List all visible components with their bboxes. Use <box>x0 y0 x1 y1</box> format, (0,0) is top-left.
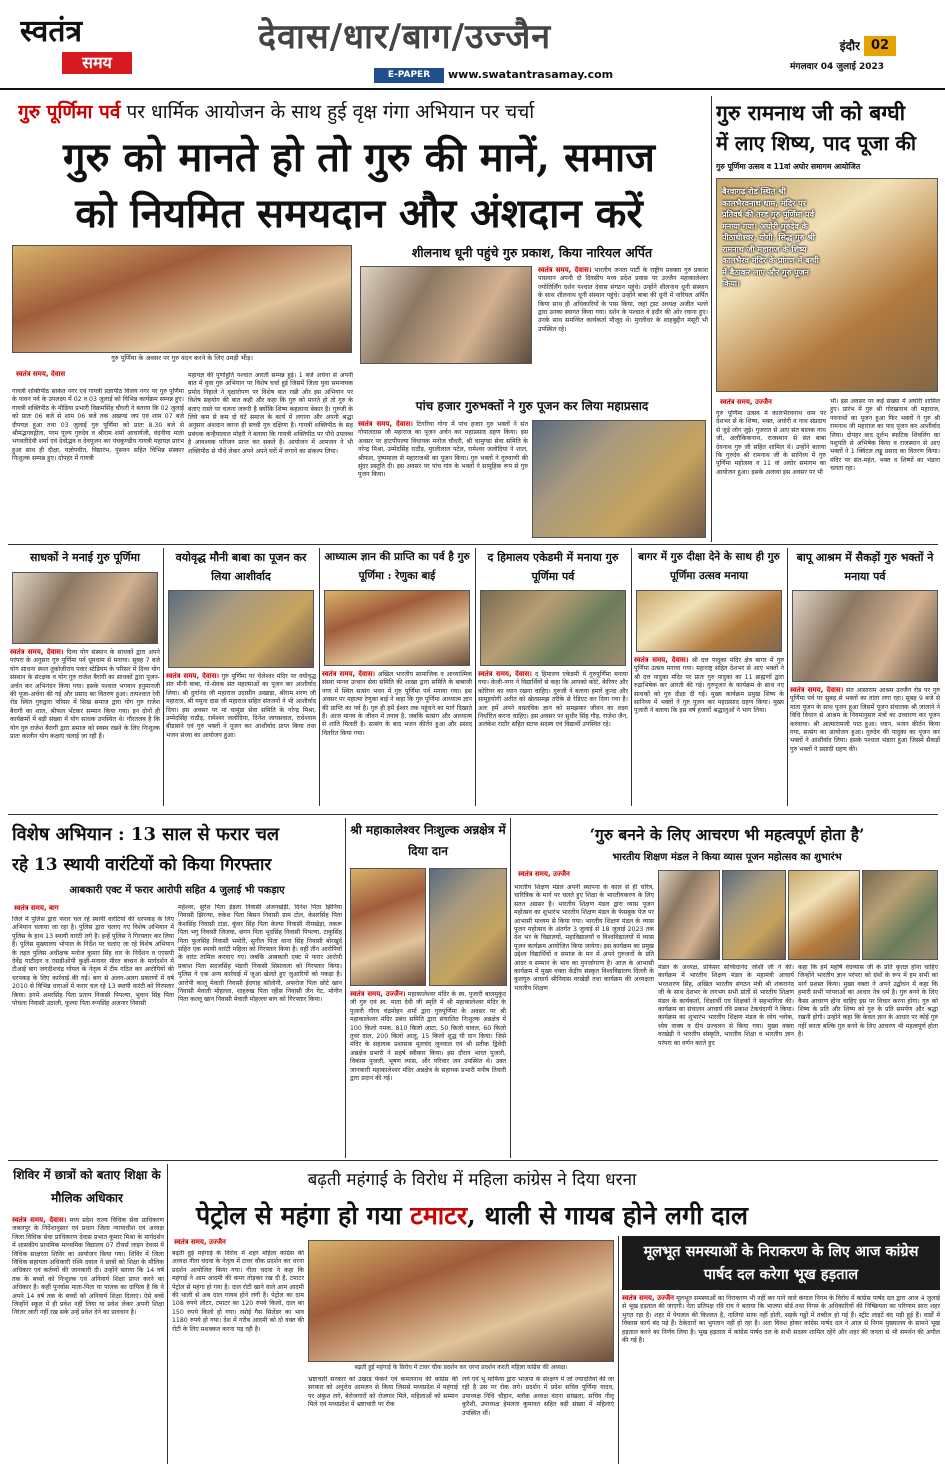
hadtal-title: मूलभूत समस्याओं के निराकरण के लिए आज कांग्रेस पार्षद दल करेगा भूख हड़ताल <box>643 1243 919 1283</box>
strip-1-byline: स्वतंत्र समय, देवास। <box>10 648 64 656</box>
acharan-photo-4 <box>862 870 938 960</box>
lead-body-2: महायज्ञ की पूर्णाहुति पश्चात आरती सम्पन्न हुई। 1 बजे अर्चना से अपनी बात में युवा गुरु अभियान पर विशेष चर्चा हुई जिसमें जिला युवा समन्वयक प्रमोद निहाले ने वृक्षारोपण पर विशेष बात रखी और इस अभियान पर विशेष सहयोग की बात कही और कहा कि गुरु को मानते हो तो गुरु के बताए रास्ते पर चलना जरूरी है क्योंकि शिष्य कहलाना बेकार है। गुरुजी के लिये कम से कम दो घंटे समाज के कार्य में लगाना और अपनी श्रद्धा अनुसार अंशदान करना ही सच्ची गुरु दक्षिणा है। गायत्री शक्तिपीठ के सह प्रबंधक कन्हैयालाल मोहरी ने बताया कि गायत्री शक्तिपीठ पर पौधे उपलब्ध है आवश्यक परिजन प्राप्त कर सकते हैं। आयोजन में आमजन ने भी शक्तिपीठ से पौधे लेकर अपने अपने घरों में लगाने का संकल्प लिया। <box>188 372 353 455</box>
strip-4-text: द हिमालय एकेडमी में गुरुपूर्णिमा मनाया गया। केजी-नगर ने विद्यार्थियों से कहा कि आपको कोटे, केरियर और कोरियर का ध्यान रखना चाहिए। गुरुजी ने बताया हमारे कुन्दा और सामूहयोगी अतीत को खेलसमझ तरीके से रेडिएट कर दिया गया है। अतः हमें अपने वास्तविक ज्ञान को समझकर जीवन का लक्ष्य निर्धारित करना चाहिए। इस अवसर पर सुधीर सिंह गौड़, राजेश जैन, अलंकेश राठौर सहित स्टाफ सदस्य एवं विद्यार्थी उपस्थित रहे। <box>478 671 628 729</box>
ramnath-byline: स्वतंत्र समय, उज्जैन <box>720 398 772 406</box>
mahangai-body-3: लगे एवं भू माफिया द्वारा भाजपा के संरक्षण में जो ज्यादतियां की जा रही है उस पर रोक लगे। प्रदर्शन में प्रदेश सचिव पूर्णिमा यादव, उपाध्यक्ष निधि चौहान, ब्लॉक अध्यक्ष वंदना सांखला, सचिव नीलू कुरैशी, उपाध्यक्ष हेमलता कुमावत सहित बड़ी संख्या में महिलाएं उपस्थित थीं। <box>462 1376 614 1417</box>
strip-6-byline: स्वतंत्र समय, देवास। <box>790 686 844 694</box>
strip-1-title: साधकों ने मनाई गुरु पूर्णिमा <box>30 551 140 564</box>
acharan-sub: भारतीय शिक्षण मंडल ने किया व्यास पूजन महोत्सव का शुभारंभ <box>612 852 842 863</box>
acharan-title: ‘गुरु बनने के लिए आचरण भी महत्वपूर्ण होता है’ <box>589 825 865 844</box>
lead-kicker-rest: पर धार्मिक आयोजन के साथ हुई वृक्ष गंगा अभियान पर चर्चा <box>126 101 535 123</box>
edition-title: देवास/धार/बाग/उज्जैन <box>258 17 552 57</box>
strip-5-byline: स्वतंत्र समय, देवास। <box>634 656 689 664</box>
lead-body-1: गायत्री शक्तिपीठ साकेत नगर एवं गायत्री प्रज्ञापीठ विजय नगर पर गुरु पूर्णिमा के पावन पर्व के उपलक्ष्य में 02 व 03 जुलाई को विभिन्न कार्यक्रम सम्पन्न हुए। गायत्री शक्तिपीठ के मीडिया प्रभारी विक्रमसिंह चौधरी ने बताया कि 02 जुलाई को प्रातः 06 बजे से शाम 06 बजे तक अखण्ड जप एवं शाम 07 बजे दीपयज्ञ हुआ तथा 03 जुलाई गुरु पूर्णिमा को प्रातः 8.30 बजे से श्रीमद्भगवद्गीता, परम पूज्य गुरुदेव व श्रीराम शर्मा आचार्यजी, वंदनीया माता भगवतीदेवी शर्मा एवं देवोद्भव व देवपूजन कर पंचकुण्डीय गायत्री महायज्ञ प्रारंभ हुआ साथ ही दीक्षा, यज्ञोपवीत, विद्यारंभ, पुंसवन सहित विभिन्न संस्कार निःशुल्क सम्पन्न हुए। दोपहर में गायत्री <box>12 388 184 463</box>
lead-photo-caption: गुरु पूर्णिमा के अवसर पर गुरु वंदन करने के लिए उमड़ी भीड़। <box>111 354 253 362</box>
hadtal-byline: स्वतंत्र समय, उज्जैन <box>622 1294 675 1302</box>
strip-5-photo <box>636 590 782 652</box>
strip-6 <box>790 548 940 808</box>
strip-1-body <box>10 648 160 806</box>
mahangai-photo-caption: बढ़ती हुई महंगाई के विरोध में टावर चौक प्रदर्शन कर धरना प्रदर्शन करती महिला कांग्रेस की अध्यक्ष। <box>354 1364 568 1371</box>
masthead <box>0 0 945 88</box>
shilnath-title: शीलनाथ धूनी पहुंचे गुरु प्रकाश, किया नारियल अर्पित <box>411 245 653 260</box>
strip-4-body <box>478 670 628 806</box>
strip-2-byline: स्वतंत्र समय, देवास। <box>166 672 219 680</box>
hadtal-body <box>622 1294 940 1458</box>
strip-4-title: द हिमालय एकेडमी में मनाया गुरु पूर्णिमा पर्व <box>487 551 619 583</box>
acharan-photo-3 <box>788 870 860 960</box>
hadtal-text: मूलभूत समस्याओं का निराकरण भी नहीं कर पाने वाले कंगाल निगम के विरोध में कांग्रेस पार्षद दल द्वारा आज 4 जुलाई से भूख हड़ताल की जाएगी। नेता प्रतिपक्ष रवि राय ने बताया कि भाजपा बोर्ड तथा निगम के अधिकारियों की निष्क्रियता का परिणाम सारा शहर भुगत रहा है। शहर में पेयजल की किल्लत है, नालियां साफ नहीं होती, सड़कें गड्ढों में तब्दील हो गई हैं। स्ट्रीट लाइटें बंद पड़ी हुई हैं। वार्डों में विकास कार्य बंद पड़े हैं। ठेकेदारों का भुगतान नहीं हो रहा है। अतः विवश होकर कांग्रेस पार्षद दल ने आज से निगम मुख्यालय के सामने भूख हड़ताल करने का निर्णय लिया है। भूख हड़ताल में कांग्रेस पार्षद दल के सभी सदस्य शामिल रहेंगे और शहर की जनता से भी समर्थन की अपील की गई है। <box>622 1295 940 1345</box>
strip-6-text: संत आसाराम आश्रम उज्जैन रोड पर गुरु पूर्णिमा पर्व पर सुबह से भक्तों का तांता लगा रहा। सुबह 9 बजे से माता पूजन के साथ पूजन हुआ जिसमें पूजन संचालक श्री जालाने ने विधि विधान से आश्रम के नियमानुसार मंत्रों का उच्चारण कर पूजन करवाया। श्री आत्मारामजी पाठ हुआ। ध्यान, भजन कीर्तन किया गया, सत्संग का आयोजन हुआ। गुरुदेव की पादुका का पूजन कर भक्तों ने आशीर्वाद लिया। इसके पश्चात भंडारा हुआ जिसमें सैकड़ों गुरु भक्तों ने प्रसादी ग्रहण की। <box>790 687 940 753</box>
strip-1-photo <box>12 572 158 644</box>
strip-1-text: दिव्य योग संस्थान के साधकों द्वारा अपने परंपरा के अनुसार गुरु पूर्णिमा पर्व धूमधाम से मनाया। सुबह 7 बजे योग साधना स्थल तुकोजीराव पवार स्टेडियम के परिसर में दिव्य योग संस्थान के संरक्षक व योग गुरु राजेश बैरागी का साधकों द्वारा पूजन-अर्चन कर अभिनंदन किया गया। इसके पश्चात भगवान हनुमानजी की पूजा-अर्चना की गई और प्रसाद का वितरण हुआ। तत्पश्चात रेवी रोड स्थित गुरुद्वारा परिसर में सिख समाज द्वारा योग गुरु राजेश बैरागी का शाल, श्रीफल भेंटकर सम्मान किया गया। इन दोनों ही कार्यक्रमों में बड़ी संख्या में योग साधक उपस्थित थे। गौरतलब है कि योग गुरु राजेश बैरागी द्वारा समाज को स्वस्थ रखने के लिए निःशुल्क प्रातः कालीन योग कक्षाएं चलाई जा रही हैं। <box>10 649 160 741</box>
gurupujan-byline: स्वतंत्र समय, देवास। <box>358 420 413 428</box>
mahangai-banner: बढ़ती महंगाई के विरोध में महिला कांग्रेस ने दिया धरना <box>307 1170 637 1190</box>
shilnath-photo <box>360 266 532 364</box>
edition-date: मंगलवार 04 जुलाई 2023 <box>790 62 885 72</box>
gurupujan-body <box>358 420 528 538</box>
strip-6-body <box>790 686 940 806</box>
strip-5 <box>634 548 784 808</box>
logo <box>20 12 160 74</box>
strip-6-photo <box>792 590 938 682</box>
lead-headline-2: को नियमित समयदान और अंशदान करें <box>75 190 643 237</box>
strip-4 <box>478 548 628 808</box>
warrant-byline: स्वतंत्र समय, बाग <box>14 904 59 912</box>
strip-3-body <box>322 670 472 806</box>
mahangai-photo <box>308 1240 614 1362</box>
warrant-body-2: महेश्वर, सुरेश पिता ईड़ला निवासी अंजनखेड़ी, दिनेश पिता झिनिया निवासी झिरन्या, रुकेश पिता बिसन निवासी ग्राम टोल, केसरसिंह पिता केशसिंह निवासी टांडा, कुंवर सिंह पिता केल्या निवासी नीमखेड़ा, तकरू पिता भगु निवासी जिजवा, छगन पिता भूदसिंह निवासी पिपल्या, टाकुसिंह पिता फूलसिंह निवासी भमोरी, सुनील पिता थाना सिंह निवासी बोरखुर्द सहित एक स्थायी वारंटी महिला को गिरफ्तार किया है। वहीं तीन आरोपियों के वारंट तामिल करवाए गए। जबकि आबकारी एक्ट में फरार आरोपी प्रकाश पिता सदजसिंह भंडारी निवासी सिसावला को गिरफ्तार किया। पुलिस ने एक अन्य कार्रवाई में जुआ खेलते हुए जुआरियों को पकड़ा है। आरोपी कालू मेवाती निवासी ईदगाह कॉलोनी, अफरोज पिता छोटे खान निवासी मेवाती मोहल्ला, शाहरुख पिता रहीस निवासी जैन गेट, मोनीन पिता कल्लू खान निवासी मेवाती मोहल्ला बाग को गिरफ्तार किया। <box>178 904 342 1004</box>
page-number: 02 <box>864 36 896 56</box>
shivir-byline: स्वतंत्र समय, देवास। <box>12 1216 67 1224</box>
mahangai-headline <box>172 1196 772 1236</box>
gurupujan-text: टिगरिया गोगा में पांच हजार गुरु भक्तों ने संत गोपालदास जी महाराज का पूजन अर्चन कर महाप्रसाद ग्रहण किया। इस अवसर पर हाटपीपल्या विधायक मनोज चौधरी, श्री चामुण्डा सेवा समिति के नरेन्द्र मिश्रा, उम्मेदसिंह राठौड़, मुरलीलाल पटेल, रामेश्वर जलोदिया ने शाल, श्रीफल, पुष्पमाला से महाराजश्री का पूजन किया। गुरु भक्तों ने गुरुवाणी की सुंदर प्रस्तुति दी। इस अवसर पर पांच गांव के भक्तों ने सामूहिक रूप से गुरु पूजन किया। <box>358 421 528 479</box>
ramnath-body-2: भी। इस अवसर पर कई संख्या में अघोरी शामिल हुए। प्रारंभ में गुरु श्री गोरखनाथ जी महाराज, नवनाथों का पूजन हुआ फिर भक्तों ने गुरु श्री रामनाथ जी महाराज का पाद पूजन कर आशीर्वाद लिया। दोपहर बाद दुर्लभ स्फटिक शिवलिंग का पशुपति से अभिषेक किया व राजस्थान से आए भक्तों ने 1 क्विंटल लड्डू प्रसाद का वितरण किया। मंदिर पर संत-महंत, भक्त व शिष्यों का भंडारा चलता रहा। <box>830 398 940 473</box>
ramnath-body-1: गुरु पूर्णिमा उत्सव में कालभैरवनाथ धाम पर देशभर से के शिष्य, भक्त, अघोरी व नाथ संप्रदाय से जुड़े लोग जुड़े। गुजरात से आए संत बालक नाथ जी, अलौकिकनाथ, राजस्थान से संत बाबा देवनाथ गुरु जी सहित शामिल थे। उन्होंने बताया कि गुरुदेव श्री रामनाथ जी के सानिध्य में गुरु पूर्णिमा महोत्सव व 11 वां अघोर समागम का आयोजन हुआ। इसके अलावा इस अवसर पर भी <box>716 410 826 476</box>
ramnath-subtitle: गुरु पूर्णिमा उत्सव व 11वां अघोर समागम आयोजित <box>716 162 861 171</box>
strip-6-title: बापू आश्रम में सैकड़ों गुरु भक्तों ने मनाया पर्व <box>796 551 934 583</box>
strip-2-text: गुरु पूर्णिमा पर चेलेश्वर मंदिर पर वयोवृद्ध संत मौनी बाबा, गो-सेवक संत महात्माओं का पूजन कर आशीर्वाद लिया। श्री दुर्गानंद जी महाराज उदासीन अखाड़ा, श्रीराम शरण जी महाराज, श्री यमुना दास जी महाराज सहित संतजनों ने भी आशीर्वाद दिया। इस अवसर पर मां चामुंडा सेवा समिति के नरेन्द्र मिश्रा, उम्मेदसिंह राठौड़, रामेश्वर जलोदिया, दिनेश जायसवाल, राधेश्याम बीडासने एवं गुरु भक्तों ने पूजन कर आशीर्वाद प्राप्त किया तथा भजन संध्या का आयोजन हुआ। <box>166 673 316 739</box>
strip-1 <box>10 548 160 808</box>
lead-kicker <box>18 98 698 126</box>
hadtal-box <box>622 1236 940 1290</box>
acharan-body-2: मंडल के अध्यक्ष, प्रोफेसर सच्चिदानंद जोशी जी ने की। कार्यक्रम में भारतीय शिक्षण मंडल के महामंत्री आचार्य भरतशरण सिंह, अखिल भारतीय संगठन मंत्री श्री शंकरानंद जी के साथ देशभर के लगभग सभी प्रांतों से भारतीय शिक्षण मंडल के कार्यकर्ता, शिक्षार्थी एव शिक्षकों ने सहभागिता की। कार्यक्रम का संचालन आचार्य रवि प्रकाश टेकचंदानी ने किया। कार्यक्रम का शुभारंभ भारतीय शिक्षण मंडल के ध्येय श्लोक, ध्येय वाक्य व दीप प्रज्वलन से किया गया। मुख्य वक्ता वरखेड़ी ने भारतीय संस्कृति, भारतीय शिक्षा व भारतीय ज्ञान परंपरा का वर्णन करते हुए <box>658 964 794 1047</box>
lead-headline-1: गुरु को मानते हो तो गुरु की मानें, समाज <box>63 134 655 181</box>
strip-2 <box>166 548 316 808</box>
warrant-title-2: रहे 13 स्थायी वारंटियों को किया गिरफ्तार <box>12 855 272 875</box>
shilnath-text: भारतीय जनता पार्टी के राष्ट्रीय प्रवक्ता गुरु प्रकाश पासवान अपनी दो दिवसीय मध्य प्रदेश प्रवास पर उज्जैन महाकालेश्वर ज्योतिर्लिंग दर्शन पश्चात देवास संगठन पहुंचे। उन्होंने शीलनाथ धूनी संस्थान के साथ शीलनाथ धूनी संस्थान पहुंचे। उन्होंने बाबा की धूनी में नारियल अर्पित किया साथ ही अधिकारियों के पास किया, जहां ट्रस्ट अध्यक्ष अजीत भल्ले द्वारा उनका स्वागत किया गया। दर्शन के पश्चात वे इंदौर की ओर रवाना हुए। उनके साथ समन्वित कार्यकर्ता मौजूद थे। मुरलीधर के शाहबुद्दीन मंसूरी भी उपस्थित रहे। <box>538 267 708 333</box>
annakshetra-title: श्री महाकालेश्वर निःशुल्क अन्नक्षेत्र में दिया दान <box>350 823 506 858</box>
acharan-body-1: भारतीय शिक्षण मंडल अपनी स्थापना के काल से ही चरित्र, चारित्रिक के मार्ग पर चलते हुए शिक्षा के भारतीयकरण के लिए सतत अग्रसर है। भारतीय शिक्षण मंडल द्वारा व्यास पूजन महोत्सव का शुभारंभ भारतीय शिक्षण मंडल के फेसबुक पेज पर आभासी माध्यम से किया गया। भारतीय शिक्षण मंडल के व्यास पूजन महोत्सव के अंतर्गत 3 जुलाई से 18 जुलाई 2023 तक देश भर के विद्यालयों, महाविद्यालयों व विश्वविद्यालयों में व्यास पूजन कार्यक्रम आयोजित किया जायेगा। इस कार्यक्रम का प्रमुख उद्देश्य विद्यार्थियों व समाज के मन में अपने गुरुजनों के प्रति आदर व सम्मान के भाव का पुनर्जागरण है। आज के आभासी कार्यक्रम में मुख्य वक्ता केंद्रीय संस्कृत विश्वविद्यालय दिल्ली के कुलगुरु आचार्य श्रीनिवास वरखेड़ी तथा कार्यक्रम की अध्यक्षता भारतीय शिक्षण <box>514 884 654 992</box>
strip-5-body <box>634 656 784 806</box>
strip-3-title: आध्यात्म ज्ञान की प्राप्ति का पर्व है गुरु पूर्णिमा : रेणुका बाई <box>324 551 470 582</box>
mahangai-head-tamatar: टमाटर <box>410 1201 468 1230</box>
mahangai-head-1: पेट्रोल से महंगा हो गया <box>196 1201 411 1230</box>
annakshetra-photo-1 <box>350 868 426 986</box>
logo-bottom: समय <box>62 52 132 74</box>
shilnath-byline: स्वतंत्र समय, देवास। <box>538 266 592 274</box>
strip-2-title: वयोवृद्ध मौनी बाबा का पूजन कर लिया आशीर्वाद <box>175 551 307 583</box>
logo-top: स्वतंत्र <box>20 14 83 49</box>
annakshetra-body <box>350 990 506 1156</box>
shilnath-body <box>538 266 708 366</box>
ramnath-overlay: बैरवागढ़ रोड स्थित श्री कालभैरवनाथ धाम, मंदिर पर प्रतिवर्ष की तरह गुरु पूर्णिमा पर्व मनाया गया। अघोरी गुरुदेव के पीठाधीश्वर, योगी, सिद्ध गुरु श्री रामनाथ जी महाराज के शिष्य कालभैरव मंदिर के प्रांगण में बग्घी में बैठाकर लाए और गुरु पूजन किया। <box>722 187 819 288</box>
strip-4-photo <box>480 590 626 666</box>
ramnath-title-2: में लाए शिष्य, पाद पूजा की <box>716 131 917 155</box>
gurupujan-photo <box>532 420 706 538</box>
acharan-photo-2 <box>722 870 786 960</box>
strip-4-byline: स्वतंत्र समय, देवास। <box>478 670 532 678</box>
website-link[interactable]: www.swatantrasamay.com <box>448 68 614 81</box>
acharan-byline: स्वतंत्र समय, उज्जैन <box>518 870 570 878</box>
strip-3-photo <box>324 590 470 666</box>
shivir-text: मध्य प्रदेश राज्य विधिक सेवा प्राधिकरण जबलपुर के निर्देशानुसार एवं प्रधान जिला न्यायाधीश एवं अध्यक्ष जिला विधिक सेवा प्राधिकरण देवास प्रभात कुमार मिश्रा के मार्गदर्शन में शासकीय प्राथमिक माध्यमिक विद्यालय 07 टीचर्स लाइन देवास में विधिक साक्षरता शिविर का आयोजन किया गया। शिविर में जिला विधिक सहायता अधिकारी रश्मि दवाल ने छात्रों को शिक्षा के मौलिक अधिकार एवं कर्तव्यों की जानकारी दी। उन्होंने बताया कि 14 वर्ष तक के बच्चों को निःशुल्क एवं अनिवार्य शिक्षा प्राप्त करने का अधिकार है। कहीं पुनर्वास माता-पिता या पालक का दायित्व है कि वे अपने 14 वर्ष तक के बच्चों को अनिवार्य शिक्षा दिलाएं। ऐसे बच्चे जिन्होंने स्कूल में ही प्रवेश नहीं लिया या प्रवेश लेकर अपनी शिक्षा निरंतर जारी नहीं रख सके उन्हें प्रवेश देने का प्रावधान है। <box>12 1217 164 1317</box>
strip-5-title: बागर में गुरु दीक्षा देने के साथ ही गुरु पूर्णिमा उत्सव मनाया <box>638 551 780 582</box>
mahangai-byline: स्वतंत्र समय, उज्जैन <box>174 1238 226 1246</box>
acharan-photo-1 <box>658 870 720 960</box>
warrant-title-1: विशेष अभियान : 13 साल से फरार चल <box>12 824 280 845</box>
strip-2-photo <box>168 590 314 668</box>
annakshetra-text: महाकालेश्वर मंदिर के स्व. पुजारी बालमुकुंद जी गुरु एवं स्व. माता देवी जी स्मृति में श्री महाकालेश्वर मंदिर के पुजारी गौरव चंद्रमोहन शर्मा द्वारा गुरुपूर्णिमा के अवसर पर श्री महाकालेश्वर मंदिर प्रबंध समिति द्वारा संचालित निःशुल्क अन्नक्षेत्र में 100 किलो नमक, 810 किलो आटा, 50 किलो चावल, 60 किलो तुवर दाल, 200 किलो आलू, 15 किलो शुद्ध घी दान किया। जिसे मंदिर के सहायक प्रशासक मूलचंद जूनवाल एवं श्री प्रतीक द्विवेदी अन्नक्षेत्र प्रभारी ने सहर्ष स्वीकार किया। इस दौरान भारत पुजारी, विकास पुजारी, भूषण व्यास, और परिवार जन उपस्थित थे। उक्त जानकारी महाकालेश्वर मंदिर अन्नक्षेत्र के सहायक प्रभारी मनीष तिवारी द्वारा प्रदान की गई। <box>350 991 506 1083</box>
annakshetra-photo-2 <box>429 868 507 986</box>
lead-photo <box>12 245 352 353</box>
mahangai-head-2: , थाली से गायब होने लगी दाल <box>467 1201 748 1230</box>
lead-byline: स्वतंत्र समय, देवास <box>16 370 66 378</box>
mahangai-body-1: बढ़ती हुई महंगाई के विरोध में शहर महिला कांग्रेस की अध्यक्ष नीता चंदवा के नेतृत्व में टावर चौक प्रदर्शन कर धरना प्रदर्शन आयोजित किया गया। गीता चदवा ने कहा कि महंगाई ने आम आदमी की कमर तोड़कर रख दी है, टमाटर पेट्रोल से महंगा हो गया है। दाल रोटी खाने वाले आम आदमी की थाली से अब दाल गायब होने लगी है। पेट्रोल का दाम 108 रुपये लीटर, टमाटर का 120 रुपये किलो, दाल का 150 रुपये किलो हो गया। रसोई गैस सिलेंडर का भाव 1180 रुपये हो गया। देश में गरीब आदमी को दो वक्त की रोटी के लिए मशक्कत करना पड़ रही है। <box>172 1250 304 1333</box>
strip-3 <box>322 548 472 808</box>
annakshetra-byline: स्वतंत्र समय, उज्जैन। <box>350 990 406 998</box>
warrant-body-1: जिले में पुलिस द्वारा फरार चल रहे स्थायी वारंटियों की धरपकड़ के लिए अभियान चलाया जा रहा है। पुलिस द्वारा चलाए गए विशेष अभियान में पुलिस के हाथ 13 स्थायी वारंटी लगे है। इन्हें पुलिस ने गिरफ्तार कर लिया है। पुलिस मुख्यालय भोपाल के निर्देश पर चलाए जा रहे विशेष अभियान के तहत पुलिस अधीक्षक मनोज कुमार सिंह धार के निर्देशन व एएसपी देवेंद्र पाटीदार व एसडीओपी कुक्षी-मनावर मीरत बच्चन के मार्गदर्शन में टीआई बाग जगदीशचंद्र गोयल के नेतृत्व में टीम गठित कर आरोपियों की धरपकड़ के लिए कार्रवाई की गई। बाग से अलग-अलग प्रकरणों में वर्ष 2010 से विभिन्न धाराओं में फरार चल रहे 13 स्थायी वारंटी को गिरफ्तार किया। इनमें अमरसिंह पिता प्रताप निवासी पिपल्या, भुवान सिंह पिता पोचला निवासी उठाली, फूल्या पिता रूपसिंह अजनार निवासी <box>12 916 174 1008</box>
epaper-badge: E-PAPER <box>374 68 444 83</box>
strip-3-text: अखिल भारतीय सामाजिक व आध्यात्मिक संस्था मानव उत्थान सेवा समिति की शाखा द्वारा समिति के बाबाजी नगर में स्थित सत्संग भवन में गुरु पूर्णिमा पर्व मनाया गया। इस अवसर पर महात्मा रेणुका बाई ने कहा कि गुरु पूर्णिमा आध्यात्म ज्ञान की प्राप्ति का पर्व है। गुरु ही हमें ईश्वर तक पहुंचने का मार्ग दिखाते हैं। आज मानव के जीवन में तनाव है, जबकि सत्संग और आध्यात्म से शांति मिलती है। सत्संग के बाद भजन कीर्तन हुआ और प्रसाद वितरित किया गया। <box>322 671 472 737</box>
ramnath-title-1: गुरु रामनाथ जी को बग्घी <box>716 100 906 125</box>
shivir-body <box>12 1216 164 1460</box>
warrant-sub: आबकारी एक्ट में फरार आरोपी सहित 4 जुलाई भी पकड़ाए <box>69 885 285 896</box>
gurupujan-title: पांच हजार गुरुभक्तों ने गुरु पूजन कर लिया महाप्रसाद <box>415 399 649 413</box>
strip-5-text: श्री दत्त पादुका मंदिर क्षेत्र बागर में गुरु पूर्णिमा उत्सव मनाया गया। महाराष्ट्र सहित देशभर से आए भक्तों ने श्री दत्त पादुका मंदिर पर प्रातः गुरु पादुका का 11 ब्राह्मणों द्वारा रुद्राभिषेक कर आरती की गई। गुरुपूजन के कार्यक्रम के साथ नए साधकों को गुरु दीक्षा दी गई। मुख्य कार्यक्रम प्रमुख शिष्य के सानिध्य में भक्तों ने गुरु पूजन कर महाप्रसाद ग्रहण किया। मुख्य पुजारी ने बताया कि इस वर्ष हजारों श्रद्धालुओं ने भाग लिया। <box>634 657 784 715</box>
mahangai-body-2: भ्रष्टाचारी सरकार को उखाड़ फेंकने एवं कमलनाथ की कांग्रेस की सरकार को अनुरोध आमजन से किया जिससे मध्यप्रदेश में महंगाई पर अंकुश लगे, बेरोजगारों को रोजगार मिले, महिलाओं को सम्मान मिले एवं मध्यप्रदेश में भ्रष्टाचारी पर रोक <box>308 1376 458 1409</box>
shivir-title: शिविर में छात्रों को बताए शिक्षा के मौलिक अधिकार <box>13 1168 161 1205</box>
strip-2-body <box>166 672 316 806</box>
acharan-body-3: कहा कि हमें महर्षि वेदव्यास जी के प्रति कृतज्ञ होना चाहिए जिन्होंने भारतीय ज्ञान परंपरा को ग्रंथों के रूप में हम सभी का मार्ग प्रशस्त किया। मुख्य वक्ता ने अपने उद्बोधन में कहा कि हमारी सभी परंपराओं का आधार नेत्र धर्म है। गुरु बनने के लिए कैसा आचरण होना चाहिए इस पर विचार करना होगा। गुरु को शिष्य के प्रति और शिष्य को गुरु के प्रति समर्पण और श्रद्धा रखनी होगी। उन्होंने कहा कि केवल ज्ञान के आधार पर कोई गुरु नहीं बनता बल्कि गुरु बनने के लिए आचरण भी महत्वपूर्ण होता है। <box>798 964 938 1039</box>
strip-3-byline: स्वतंत्र समय, देवास। <box>322 670 376 678</box>
lead-kicker-red: गुरु पूर्णिमा पर्व <box>18 101 121 123</box>
city-label: इंदौर <box>839 39 860 53</box>
